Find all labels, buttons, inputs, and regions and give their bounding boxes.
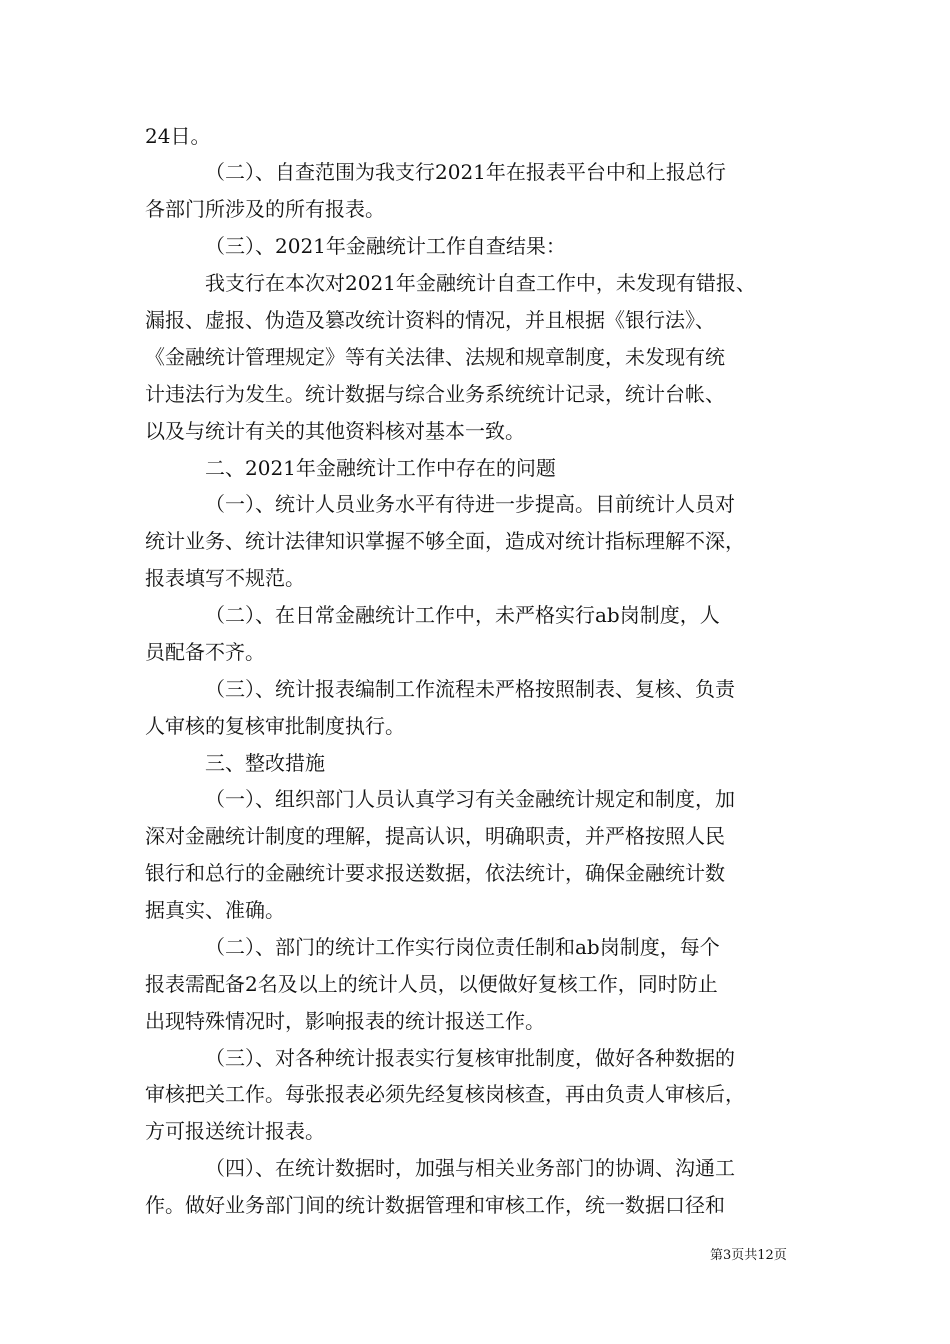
text-line: 《金融统计管理规定》等有关法律、法规和规章制度，未发现有统 bbox=[145, 345, 725, 369]
text-line: 人审核的复核审批制度执行。 bbox=[145, 714, 405, 738]
text-line: （一）、组织部门人员认真学习有关金融统计规定和制度，加 bbox=[205, 787, 735, 811]
text-line: 报表填写不规范。 bbox=[145, 566, 305, 590]
text-line: （三）、对各种统计报表实行复核审批制度，做好各种数据的 bbox=[205, 1046, 735, 1070]
text-line: 各部门所涉及的所有报表。 bbox=[145, 197, 385, 221]
text-line: 银行和总行的金融统计要求报送数据，依法统计，确保金融统计数 bbox=[145, 861, 725, 885]
text-line: 作。做好业务部门间的统计数据管理和审核工作，统一数据口径和 bbox=[145, 1193, 725, 1217]
text-line: 我支行在本次对2021年金融统计自查工作中，未发现有错报、 bbox=[205, 271, 756, 295]
text-line: 24日。 bbox=[145, 124, 211, 148]
section-heading: 二、2021年金融统计工作中存在的问题 bbox=[205, 456, 556, 480]
section-heading: 三、整改措施 bbox=[205, 751, 325, 775]
text-line: （四）、在统计数据时，加强与相关业务部门的协调、沟通工 bbox=[205, 1156, 735, 1180]
text-line: （二）、自查范围为我支行2021年在报表平台中和上报总行 bbox=[205, 160, 726, 184]
text-line: （二）、部门的统计工作实行岗位责任制和ab岗制度，每个 bbox=[205, 935, 720, 959]
text-line: 员配备不齐。 bbox=[145, 640, 265, 664]
text-line: 方可报送统计报表。 bbox=[145, 1119, 325, 1143]
text-line: 出现特殊情况时，影响报表的统计报送工作。 bbox=[145, 1009, 545, 1033]
text-line: 据真实、准确。 bbox=[145, 898, 285, 922]
text-line: 报表需配备2名及以上的统计人员，以便做好复核工作，同时防止 bbox=[145, 972, 718, 996]
page-number: 第3页共12页 bbox=[710, 1248, 787, 1263]
text-line: 审核把关工作。每张报表必须先经复核岗核查，再由负责人审核后， bbox=[145, 1082, 745, 1106]
text-line: 深对金融统计制度的理解，提高认识，明确职责，并严格按照人民 bbox=[145, 824, 725, 848]
text-line: （三）、2021年金融统计工作自查结果： bbox=[205, 234, 566, 258]
text-line: 以及与统计有关的其他资料核对基本一致。 bbox=[145, 419, 525, 443]
text-line: 统计业务、统计法律知识掌握不够全面，造成对统计指标理解不深， bbox=[145, 529, 745, 553]
text-line: （三）、统计报表编制工作流程未严格按照制表、复核、负责 bbox=[205, 677, 735, 701]
text-line: （二）、在日常金融统计工作中，未严格实行ab岗制度，人 bbox=[205, 603, 720, 627]
text-line: 计违法行为发生。统计数据与综合业务系统统计记录，统计台帐、 bbox=[145, 382, 725, 406]
text-line: （一）、统计人员业务水平有待进一步提高。目前统计人员对 bbox=[205, 492, 735, 516]
text-line: 漏报、虚报、伪造及篡改统计资料的情况，并且根据《银行法》、 bbox=[145, 308, 715, 332]
